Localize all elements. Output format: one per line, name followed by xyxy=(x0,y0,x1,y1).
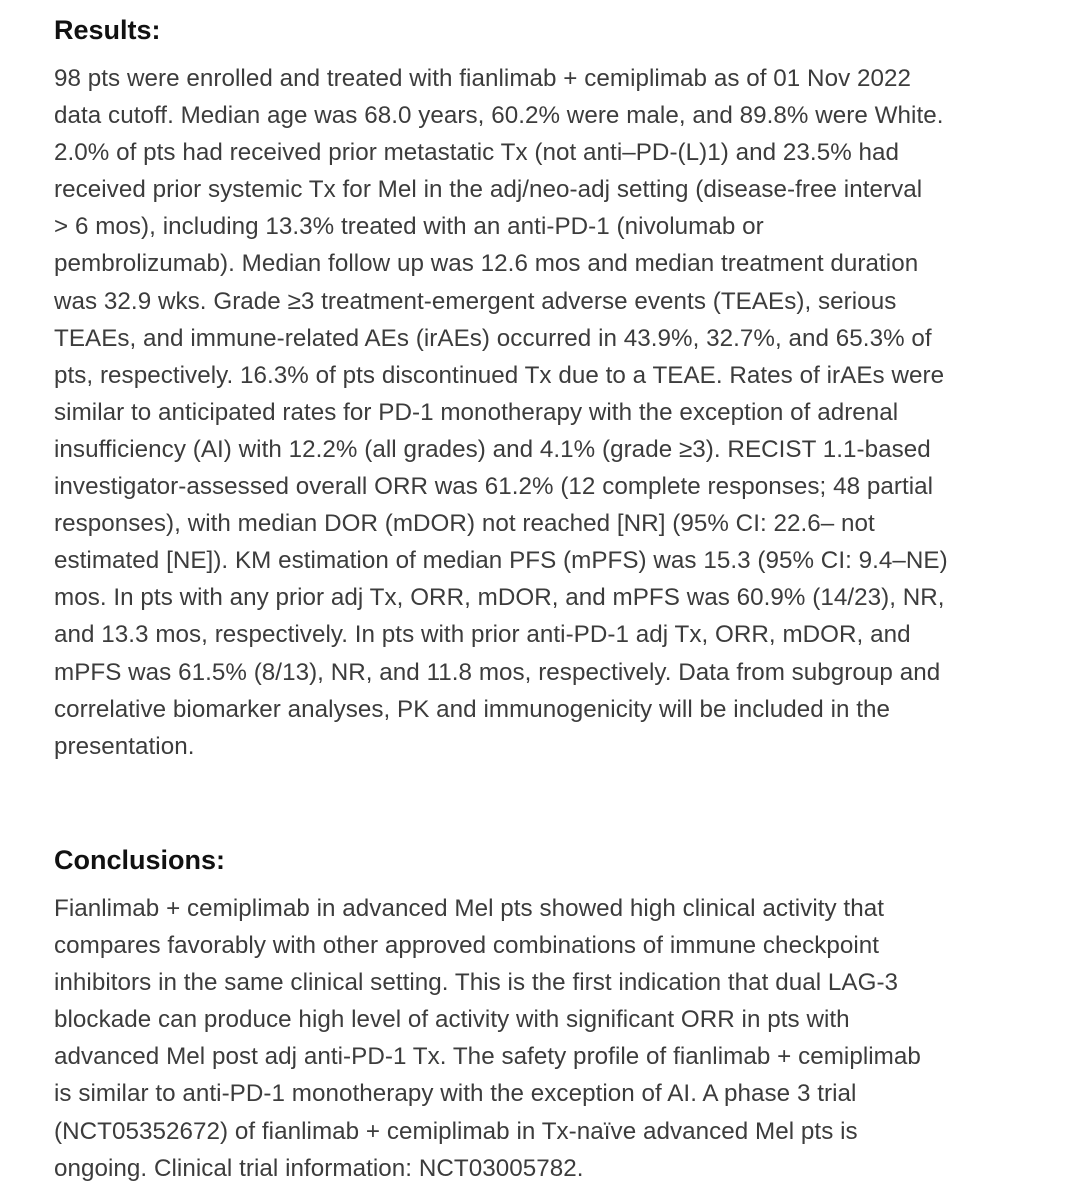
results-line: similar to anticipated rates for PD-1 monotherapy with the exception of adrenal xyxy=(54,398,899,426)
results-line: TEAEs, and immune-related AEs (irAEs) occurred in 43.9%, 32.7%, and 65.3% of xyxy=(54,324,932,352)
results-line: presentation. xyxy=(54,732,195,760)
results-line: and 13.3 mos, respectively. In pts with prior anti-PD-1 adj Tx, ORR, mDOR, and xyxy=(54,621,911,649)
conclusions-line: compares favorably with other approved combinations of immune checkpoint xyxy=(54,932,880,960)
results-paragraph xyxy=(54,60,1014,765)
conclusions-heading: Conclusions: xyxy=(54,845,226,875)
results-line: responses), with median DOR (mDOR) not reached [NR] (95% CI: 22.6– not xyxy=(54,510,875,538)
results-line: 98 pts were enrolled and treated with fianlimab + cemiplimab as of 01 Nov 2022 xyxy=(54,65,911,92)
results-line: mPFS was 61.5% (8/13), NR, and 11.8 mos, respectively. Data from subgroup and xyxy=(54,658,941,686)
results-line: > 6 mos), including 13.3% treated with an anti-PD-1 (nivolumab or xyxy=(54,213,764,241)
conclusions-line: ongoing. Clinical trial information: NCT03005782. xyxy=(54,1154,584,1182)
results-line: pembrolizumab). Median follow up was 12.6 mos and median treatment duration xyxy=(54,250,919,278)
conclusions-line: inhibitors in the same clinical setting. This is the first indication that dual LAG-3 xyxy=(54,969,899,997)
results-line: received prior systemic Tx for Mel in the adj/neo-adj setting (disease-free interval xyxy=(54,176,923,204)
results-line: data cutoff. Median age was 68.0 years, 60.2% were male, and 89.8% were White. xyxy=(54,102,944,130)
results-line: estimated [NE]). KM estimation of median PFS (mPFS) was 15.3 (95% CI: 9.4–NE) xyxy=(54,547,948,575)
conclusions-line: (NCT05352672) of fianlimab + cemiplimab in Tx-naïve advanced Mel pts is xyxy=(54,1117,858,1145)
results-line: pts, respectively. 16.3% of pts discontinued Tx due to a TEAE. Rates of irAEs were xyxy=(54,361,945,389)
results-line: mos. In pts with any prior adj Tx, ORR, mDOR, and mPFS was 60.9% (14/23), NR, xyxy=(54,584,945,612)
results-line: 2.0% of pts had received prior metastatic Tx (not anti–PD-(L)1) and 23.5% had xyxy=(54,139,900,167)
results-line: was 32.9 wks. Grade ≥3 treatment-emergent adverse events (TEAEs), serious xyxy=(54,287,897,315)
results-line: insufficiency (AI) with 12.2% (all grades) and 4.1% (grade ≥3). RECIST 1.1-based xyxy=(54,435,931,463)
results-section xyxy=(54,12,1014,765)
conclusions-line: is similar to anti-PD-1 monotherapy with the exception of AI. A phase 3 trial xyxy=(54,1080,857,1108)
results-line: correlative biomarker analyses, PK and immunogenicity will be included in the xyxy=(54,695,891,723)
conclusions-section xyxy=(54,842,1014,1187)
conclusions-paragraph xyxy=(54,890,1014,1187)
conclusions-line: Fianlimab + cemiplimab in advanced Mel pts showed high clinical activity that xyxy=(54,895,884,922)
conclusions-line: advanced Mel post adj anti-PD-1 Tx. The safety profile of fianlimab + cemiplimab xyxy=(54,1043,921,1071)
conclusions-line: blockade can produce high level of activity with significant ORR in pts with xyxy=(54,1006,850,1034)
results-heading: Results: xyxy=(54,15,161,45)
results-line: investigator-assessed overall ORR was 61.2% (12 complete responses; 48 partial xyxy=(54,473,934,501)
